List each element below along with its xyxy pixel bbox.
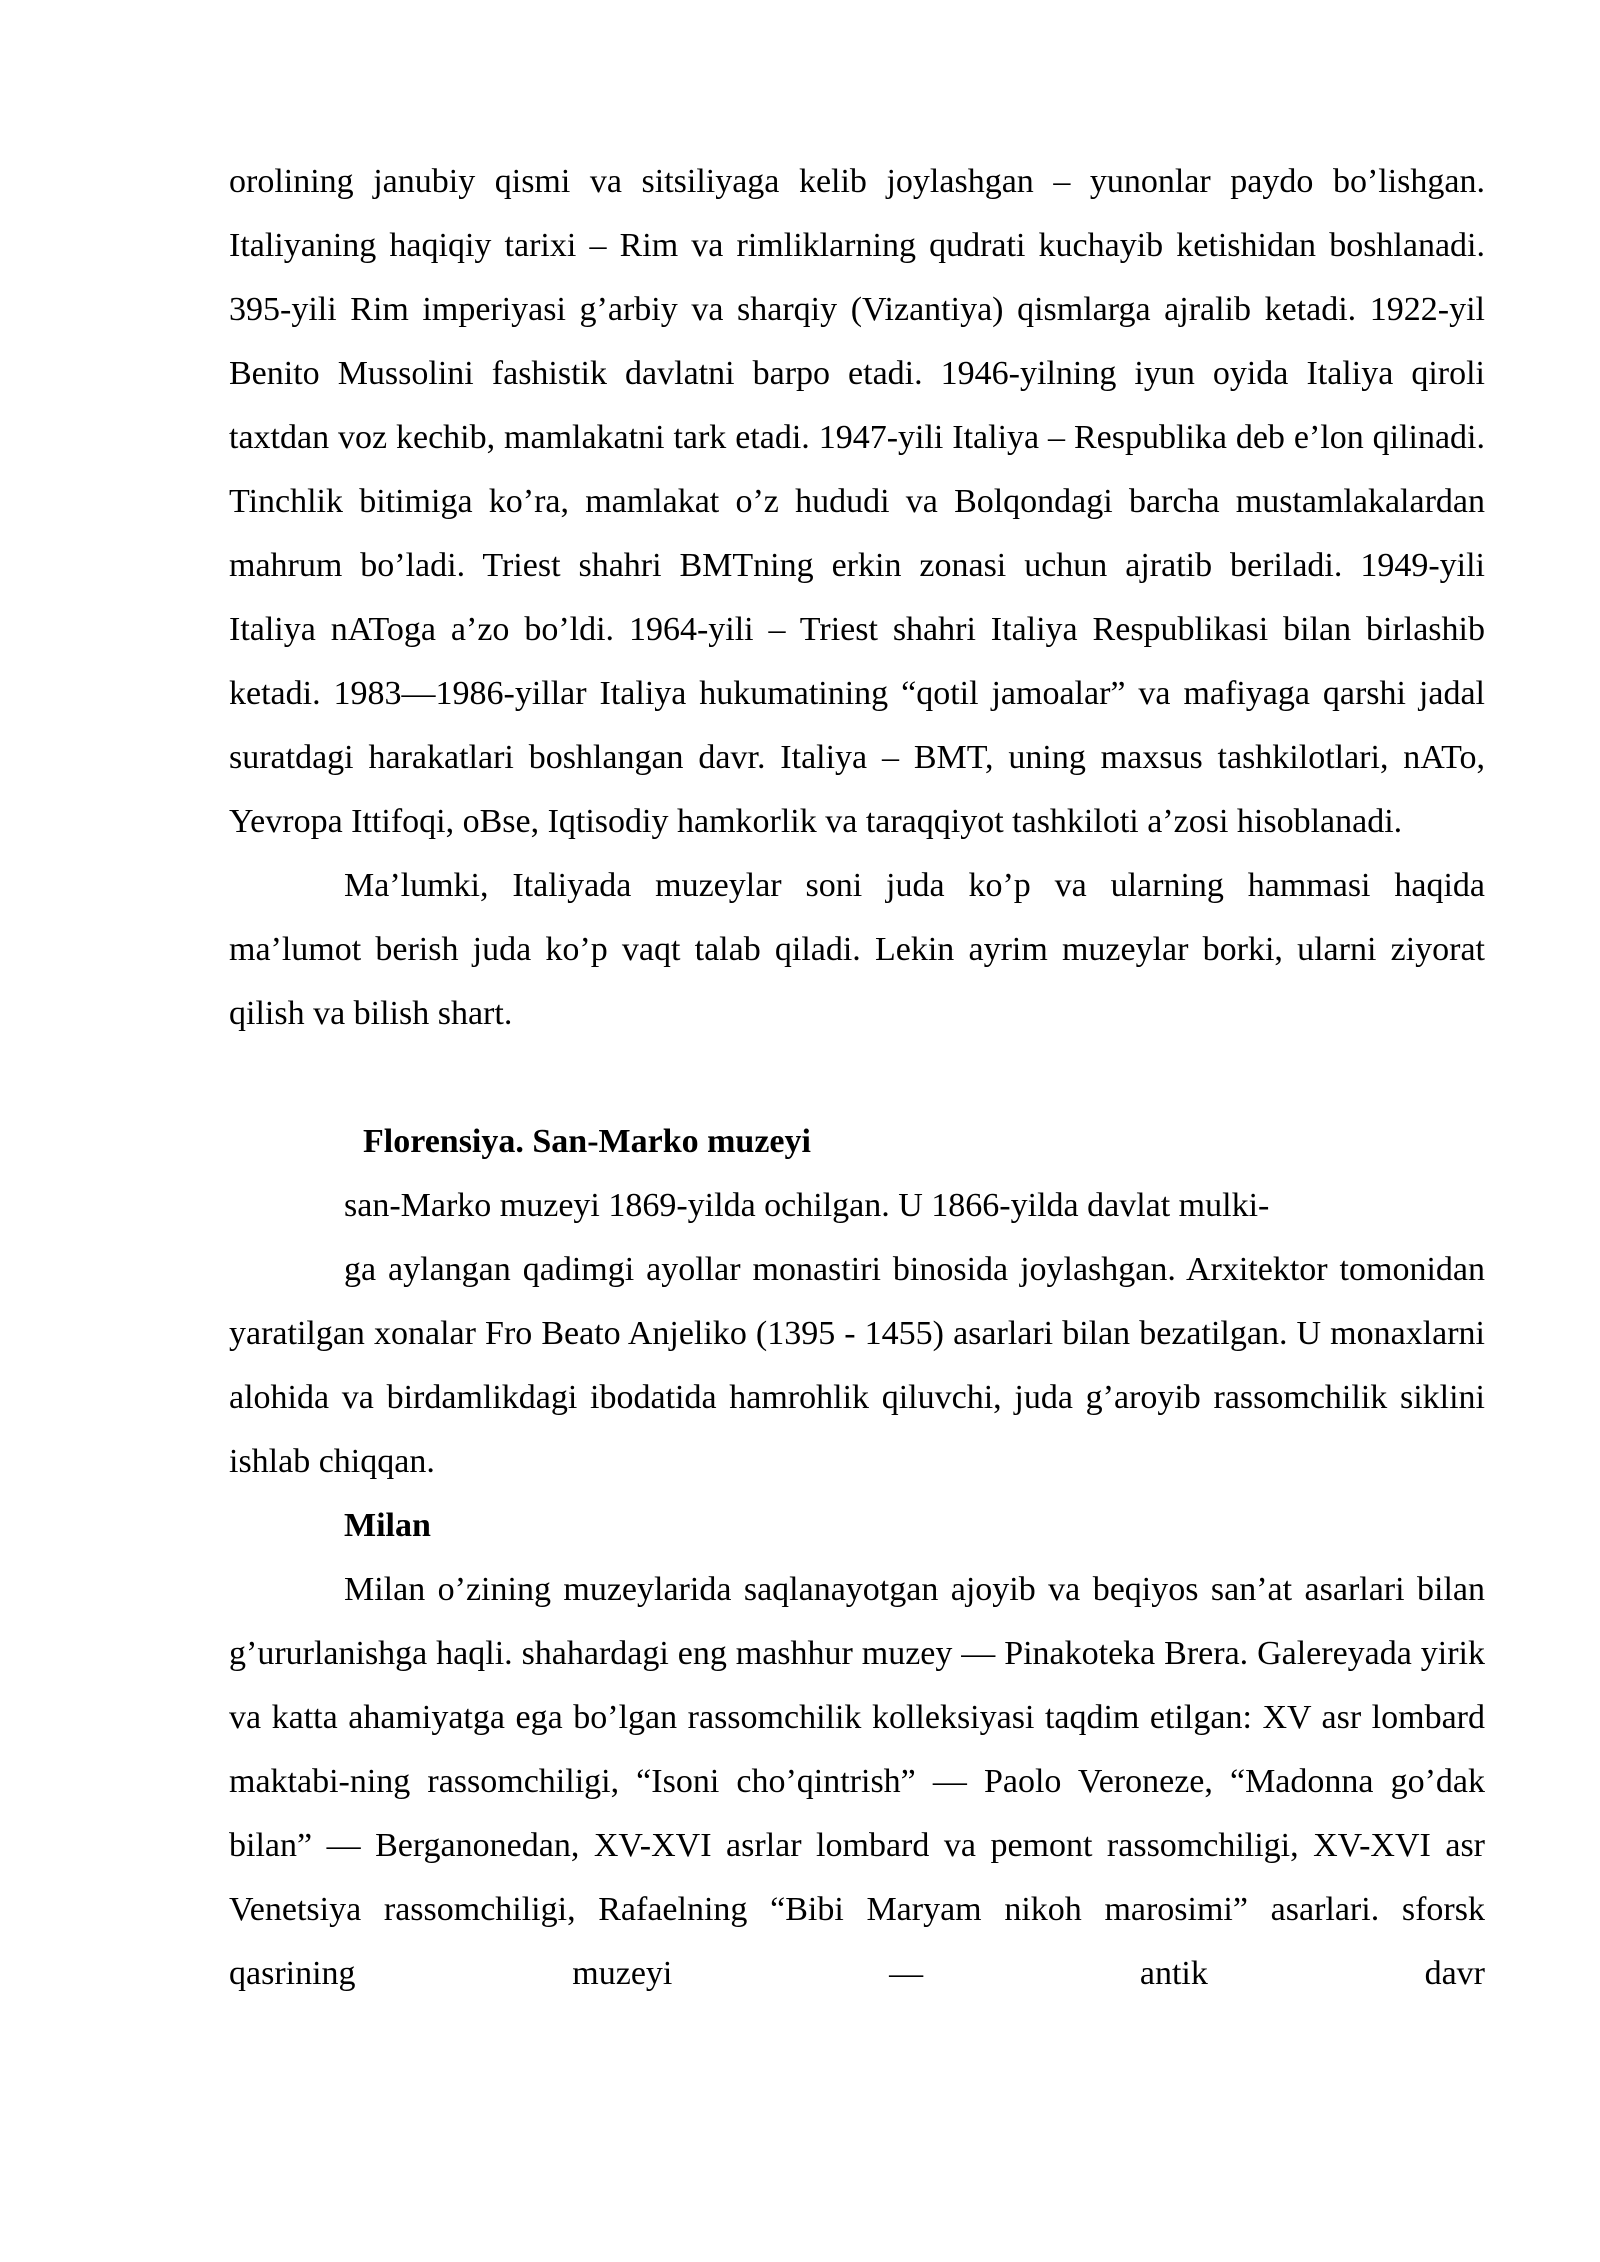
florensiya-paragraph: ga aylangan qadimgi ayollar monastiri binosida joylashgan. Arxitektor tomonidan yaratilgan xonalar Fro Beato Anjeliko (1395 - 1455) asarlari bilan bezatilgan. U monaxlarni alohida va birdamlikdagi ibodatida hamrohlik qiluvchi, juda g’aroyib rassomchilik siklini ishlab chiqqan. xyxy=(229,1251,1485,1480)
body-paragraph-museums-intro: Ma’lumki, Italiyada muzeylar soni juda ko’p va ularning hammasi haqida ma’lumot berish juda ko’p vaqt talab qiladi. Lekin ayrim muzeylar borki, ularni ziyorat qilish va bilish shart. xyxy=(229,867,1485,1032)
section-heading-florensiya: Florensiya. San-Marko muzeyi xyxy=(363,1123,811,1160)
section-spacer xyxy=(229,1046,1485,1110)
milan-paragraph: Milan o’zining muzeylarida saqlanayotgan ajoyib va beqiyos san’at asarlari bilan g’ururlanishga haqli. shahardagi eng mashhur muzey — Pinakoteka Brera. Galereyada yirik va katta ahamiyatga ega bo’lgan rassomchilik kolleksiyasi taqdim etilgan: XV asr lombard maktabi-ning rassomchiligi, “Isoni cho’qintrish” — Paolo Veroneze, “Madonna go’dak bilan” — Berganonedan, XV-XVI asrlar lombard va pemont rassomchiligi, XV-XVI asr Venetsiya rassomchiligi, Rafaelning “Bibi Maryam nikoh marosimi” asarlari. sforsk qasrining muzeyi — antik davr xyxy=(229,1571,1485,1992)
section-heading-milan: Milan xyxy=(344,1507,431,1544)
body-paragraph-history: orolining janubiy qismi va sitsiliyaga kelib joylashgan – yunonlar paydo bo’lishgan. Italiyaning haqiqiy tarixi – Rim va rimliklarning qudrati kuchayib ketishidan boshlanadi. 395-yili Rim imperiyasi g’arbiy va sharqiy (Vizantiya) qismlarga ajralib ketadi. 1922-yil Benito Mussolini fashistik davlatni barpo etadi. 1946-yilning iyun oyida Italiya qiroli taxtdan voz kechib, mamlakatni tark etadi. 1947-yili Italiya – Respublika deb e’lon qilinadi. Tinchlik bitimiga ko’ra, mamlakat o’z hududi va Bolqondagi barcha mustamlakalardan mahrum bo’ladi. Triest shahri BMTning erkin zonasi uchun ajratib beriladi. 1949-yili Italiya nAToga a’zo bo’ldi. 1964-yili – Triest shahri Italiya Respublikasi bilan birlashib ketadi. 1983—1986-yillar Italiya hukumatining “qotil jamoalar” va mafiyaga qarshi jadal suratdagi harakatlari boshlangan davr. Italiya – BMT, uning maxsus tashkilotlari, nATo, Yevropa Ittifoqi, oBse, Iqtisodiy hamkorlik va taraqqiyot tashkiloti a’zosi hisoblanadi. xyxy=(229,163,1485,840)
florensiya-first-line: san-Marko muzeyi 1869-yilda ochilgan. U 1866-yilda davlat mulki- xyxy=(344,1187,1270,1224)
document-page xyxy=(229,150,1485,2006)
